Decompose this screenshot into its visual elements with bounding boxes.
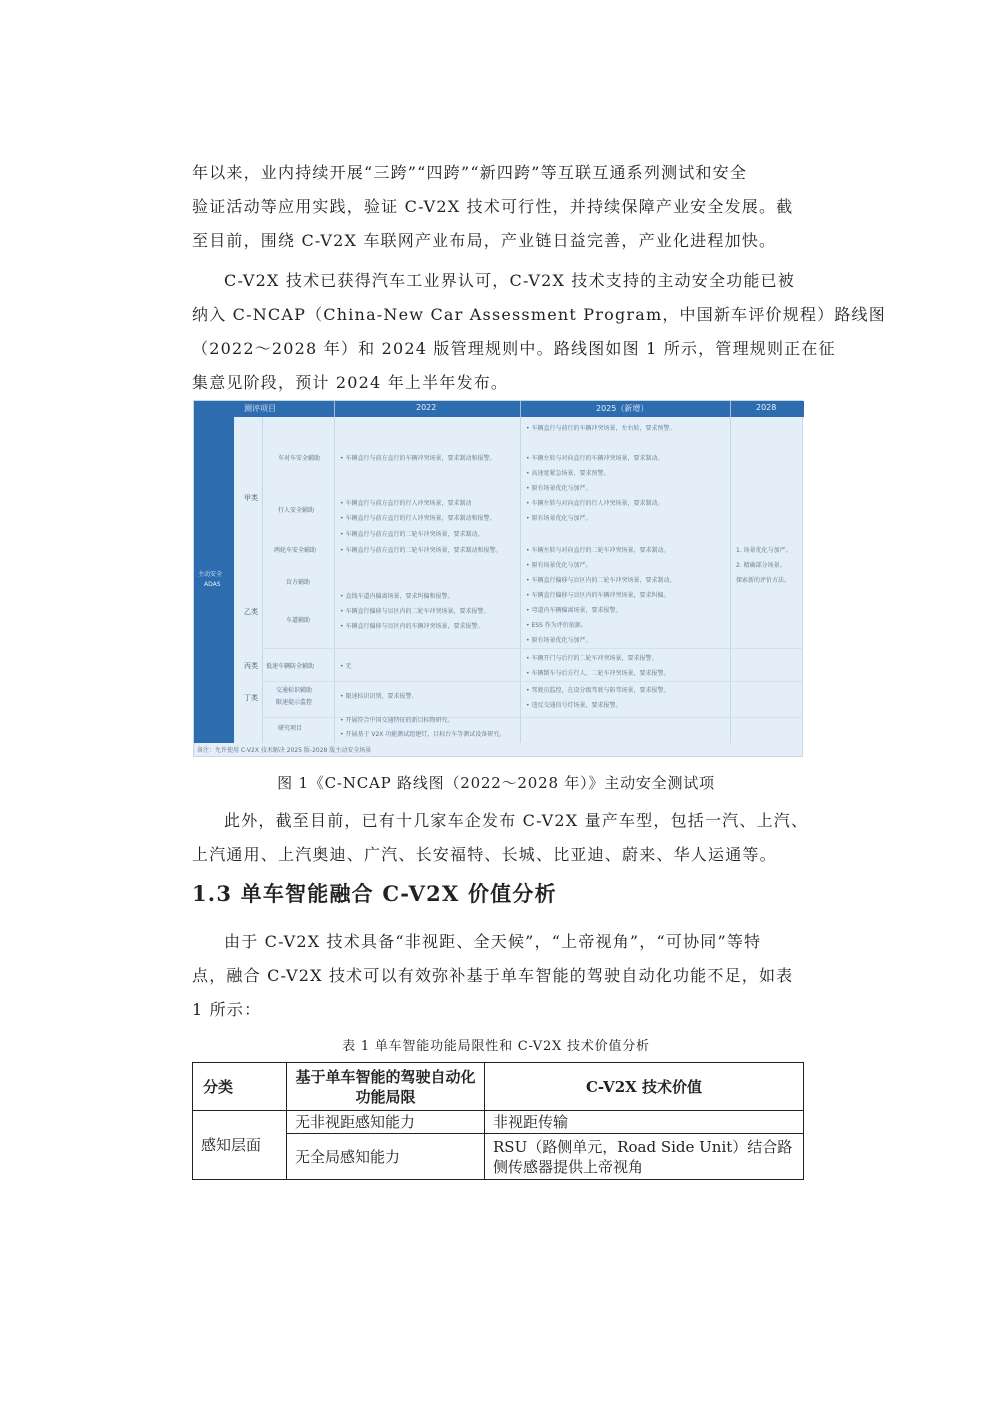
figure-item: 研究项目 [278,725,303,732]
table-header-cell: 基于单车智能的驾驶自动化功能局限 [287,1063,485,1111]
figure-2022-text: • 车辆直行与前方直行的二轮车冲突场景，要求制动和报警。 [340,547,502,554]
table-cell-limit: 无非视距感知能力 [287,1111,485,1134]
figure-2028-text: 2. 精确部分场景。 [736,562,786,569]
table-cell-category: 感知层面 [193,1111,287,1180]
figure-header-cell: 2028 [756,403,777,412]
figure-2025-text: • 车辆左转与对向直行的二轮车冲突场景，要求制动。 [526,547,670,554]
table-header-cell: C-V2X 技术价值 [485,1063,804,1111]
figure-item: 两轮车安全辅助 [274,547,317,554]
table-header-cell: 分类 [193,1063,287,1111]
figure-item: 盲方辅助 [286,579,311,586]
figure-2025-text: • 违反交通信号灯场景，要求报警。 [526,702,622,709]
text-line: （2022～2028 年）和 2024 版管理规则中。路线图如图 1 所示，管理规则正在征 [192,339,836,358]
figure-item: 车道辅助 [286,617,311,624]
figure-caption: 图 1《C-NCAP 路线图（2022～2028 年）》主动安全测试项 [277,774,715,792]
figure-category: 丙类 [244,662,258,670]
figure-2025-text: • 车辆直行偏移与盲区内的二轮车冲突场景，要求制动。 [526,577,676,584]
text-line: 上汽通用、上汽奥迪、广汽、长安福特、长城、比亚迪、蔚来、华人运通等。 [192,845,777,864]
figure-header-row [194,401,804,417]
figure-category: 甲类 [244,494,258,502]
figure-item: 限速提示监控 [276,699,313,706]
figure-2025-text: • 弯道内车辆偏离场景，要求报警。 [526,607,622,614]
figure-item: 交通标识辅助 [276,687,313,694]
paragraph-cncap [192,264,886,400]
text-line: 验证活动等应用实践，验证 C-V2X 技术可行性，并持续保障产业安全发展。截 [192,197,794,216]
figure-2025-text: • 车辆左转与对向直行的车辆冲突场景，要求制动。 [526,455,664,462]
figure-2025-text: • 原有场景优化与加严。 [526,485,592,492]
figure-2022-text: • 直线车道内偏离场景，要求纠偏和报警。 [340,593,454,600]
figure-header-cell: 2025（新增） [596,404,649,413]
figure-left-label-text: 主动安全 [198,571,223,578]
table-cell-value: RSU（路侧单元，Road Side Unit）结合路侧传感器提供上帝视角 [485,1134,804,1180]
figure-category: 丁类 [244,694,258,702]
paragraph-value-analysis [192,925,804,1027]
figure-2025-text: • 车辆直行偏移与盲区内的车辆冲突场景，要求纠偏。 [526,592,670,599]
figure-2025-text: • 原有场景优化与加严。 [526,515,592,522]
figure-2028-text: 探索新的评价方法。 [736,577,791,584]
figure-header-cell: 测评项目 [244,404,276,413]
section-heading: 1.3 单车智能融合 C-V2X 价值分析 [192,881,557,906]
figure-category: 乙类 [244,608,258,616]
figure-2022-text: • 无 [340,663,352,670]
text-line: 集意见阶段，预计 2024 年上半年发布。 [192,373,509,392]
figure-item: 车对车安全辅助 [278,455,321,462]
text-line: 纳入 C-NCAP（China-New Car Assessment Program，中国新车评价规程）路线图 [192,305,886,324]
table-cell-limit: 无全局感知能力 [287,1134,485,1180]
figure-2025-text: • 高速宽紧急场景，要求预警。 [526,470,610,477]
text-line: 此外，截至目前，已有十几家车企发布 C-V2X 量产车型，包括一汽、上汽、 [224,811,809,830]
figure-2025-text: • ESS 作为评价依据。 [526,622,587,629]
figure-left-label-text: ADAS [204,581,221,588]
text-line: 由于 C-V2X 技术具备“非视距、全天候”，“上帝视角”，“可协同”等特 [224,932,762,951]
paragraph-industry-testing [192,156,804,258]
value-analysis-table [192,1062,804,1180]
text-line: C-V2X 技术已获得汽车工业界认可，C-V2X 技术支持的主动安全功能已被 [224,271,795,290]
figure-2022-text: • 限速标识识别，要求报警。 [340,693,418,700]
table-caption: 表 1 单车智能功能局限性和 C-V2X 技术价值分析 [342,1039,650,1054]
figure-item: 低速车辆防全辅助 [266,663,315,670]
table-row [193,1111,804,1134]
figure-2028-text: 1. 场景优化与加严。 [736,547,792,554]
text-line: 1 所示： [192,1000,262,1019]
figure-2022-text: • 开展基于 V2X 功能测试组建灯，目标台车等测试设备研究。 [340,731,506,738]
figure-2022-text: • 车辆直行与前方直行的车辆冲突场景，要求制动和报警。 [340,455,496,462]
figure-2025-text: • 车辆左转与对向直行的行人冲突场景，要求制动。 [526,500,664,507]
figure-2022-text: • 开展符合中国交通特征的新目标物研究。 [340,717,454,724]
figure-2025-text: • 车辆倒车与后方行人、二轮车冲突场景，要求报警。 [526,670,670,677]
figure-item: 行人安全辅助 [278,507,315,514]
text-line: 点，融合 C-V2X 技术可以有效弥补基于单车智能的驾驶自动化功能不足，如表 [192,966,794,985]
figure-2022-text: • 车辆直行与前方直行的行人冲突场景，要求制动 [340,500,472,507]
figure-header-cell: 2022 [416,403,437,412]
figure-2025-text: • 驾驶员监控，在设分级驾驶与防驾场景，要求报警。 [526,687,670,694]
figure-2025-text: • 原有场景优化与加严。 [526,637,592,644]
cncap-roadmap-figure [193,400,803,757]
figure-note: 备注：允许使用 C-V2X 技术解决 2025 版-2028 版主动安全场景 [197,747,372,754]
figure-2022-text: • 车辆直行偏移与盲区内的二轮车冲突场景，要求报警。 [340,608,490,615]
figure-2025-text: • 车辆开门与后行的二轮车冲突场景，要求报警。 [526,655,658,662]
figure-2022-text: • 车辆直行偏移与盲区内的车辆冲突场景，要求报警。 [340,623,484,630]
table-cell-value: 非视距传输 [485,1111,804,1134]
figure-2022-text: • 车辆直行与前方直行的行人冲突场景，要求制动和报警。 [340,515,496,522]
figure-left-label [194,417,234,743]
figure-2025-text: • 原有场景优化与加严。 [526,562,592,569]
figure-2022-text: • 车辆直行与前方直行的二轮车冲突场景，要求制动。 [340,531,484,538]
text-line: 年以来，业内持续开展“三跨”“四跨”“新四跨”等互联互通系列测试和安全 [192,163,748,182]
text-line: 至目前，围绕 C-V2X 车联网产业布局，产业链日益完善，产业化进程加快。 [192,231,777,250]
paragraph-automakers [192,804,809,872]
table-header-row [193,1063,804,1111]
figure-2025-text: • 车辆直行与前行的车辆冲突场景，左右转，要求预警。 [526,425,676,432]
